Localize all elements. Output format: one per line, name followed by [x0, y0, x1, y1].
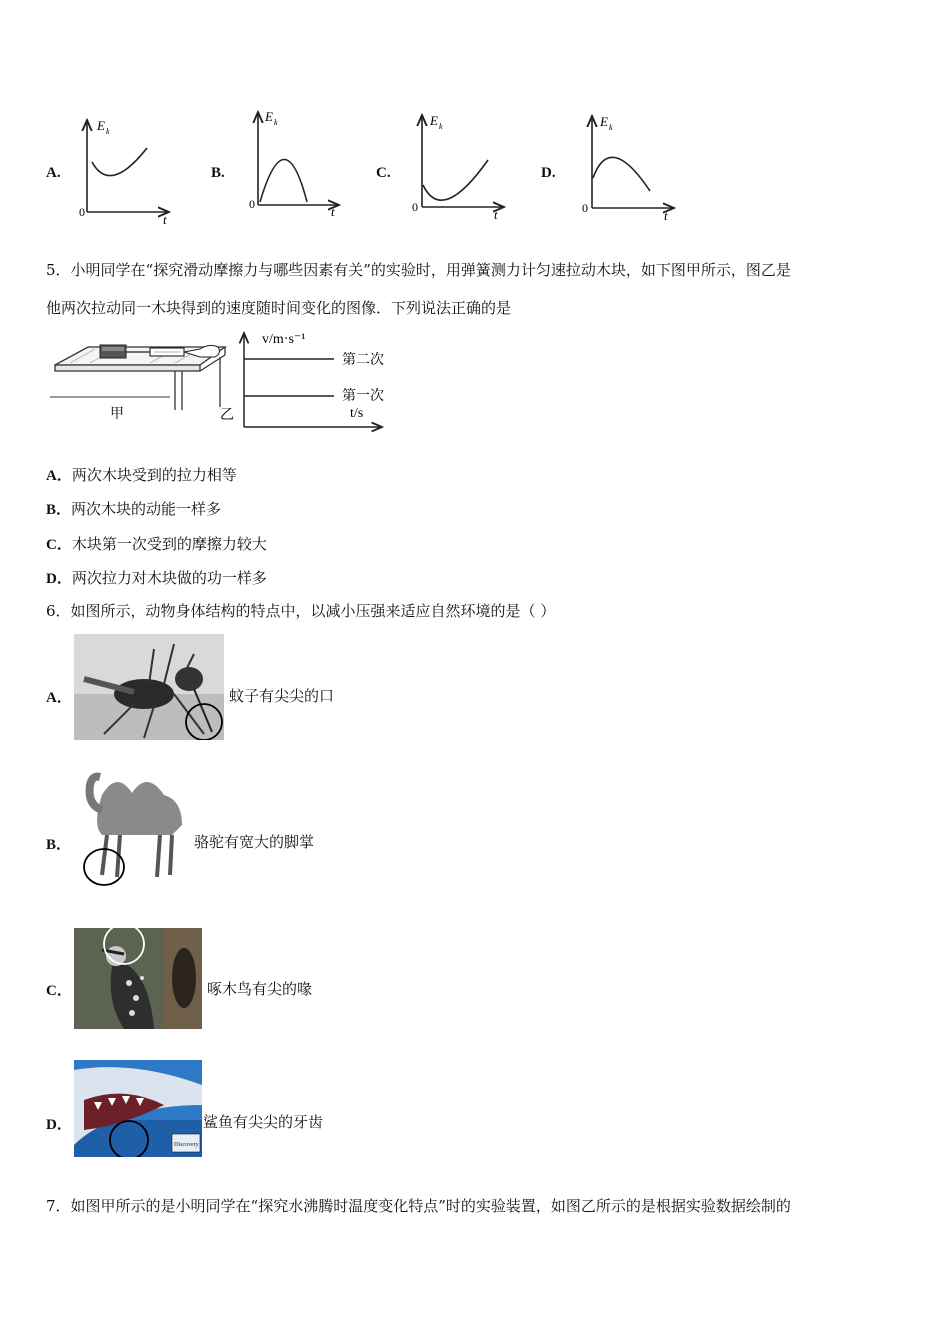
q5-graph-ylabel: v/m·s⁻¹: [262, 332, 306, 347]
q4-c-axis-y: E: [430, 113, 438, 128]
q5-stem-line1: 5．小明同学在“探究滑动摩擦力与哪些因素有关”的实验时，用弹簧测力计匀速拉动木块，如下图甲所示，图乙是: [46, 261, 791, 279]
q4-d-axis-x: t: [664, 208, 668, 223]
q5-stem-line2: 他两次拉动同一木块得到的速度随时间变化的图像．下列说法正确的是: [46, 299, 512, 317]
q6-option-b-label: B．: [46, 837, 72, 853]
q4-a-curve: [92, 148, 147, 176]
q4-c-axis-x: t: [494, 207, 498, 222]
q4-b-axis-y: E: [265, 109, 273, 124]
q4-c-axis-sub: k: [439, 122, 443, 131]
q5-graph-xlabel: t/s: [350, 406, 364, 421]
q5-figure-yi: [214, 327, 389, 432]
q6-option-c-text: 啄木鸟有尖的喙: [207, 980, 313, 998]
q6-camel-image: [72, 765, 190, 888]
q4-d-origin: 0: [582, 201, 588, 215]
q6-option-a-label: A．: [46, 690, 72, 706]
q4-c-origin: 0: [412, 200, 418, 214]
q6-woodpecker-image: [74, 928, 202, 1029]
q4-option-a-label: A.: [46, 165, 61, 181]
q5-option-a: A．两次木块受到的拉力相等: [46, 466, 237, 484]
q4-option-b-label: B.: [211, 165, 225, 181]
q6-option-c-label: C．: [46, 983, 72, 999]
q6-stem: 6．如图所示，动物身体结构的特点中，以减小压强来适应自然环境的是（ ）: [46, 602, 556, 620]
q5-fig-yi-label: 乙: [220, 408, 234, 423]
q4-a-axis-y: E: [97, 118, 105, 133]
q4-b-origin: 0: [249, 197, 255, 211]
q4-b-axis-sub: k: [274, 118, 278, 127]
q5-option-c: C．木块第一次受到的摩擦力较大: [46, 535, 267, 553]
q6-shark-logo: Discovery: [174, 1142, 199, 1148]
q4-d-axis-sub: k: [609, 123, 613, 132]
q4-d-curve: [593, 157, 650, 191]
q4-a-axis-x: t: [163, 212, 167, 225]
q4-graph-d: [580, 106, 680, 224]
q6-option-b-text: 骆驼有宽大的脚掌: [194, 833, 315, 851]
q5-option-d: D．两次拉力对木块做的功一样多: [46, 569, 267, 587]
q5-option-b: B．两次木块的动能一样多: [46, 500, 222, 518]
q5-line-first-label: 第一次: [342, 389, 384, 404]
q4-c-curve: [423, 160, 488, 200]
q4-graph-b: [245, 102, 345, 220]
q6-option-a-text: 蚊子有尖尖的口: [229, 687, 335, 705]
q4-a-axis-sub: k: [106, 127, 110, 136]
q7-stem: 7．如图甲所示的是小明同学在“探究水沸腾时温度变化特点”时的实验装置，如图乙所示的是根据实验数据绘制的: [46, 1197, 791, 1215]
q4-a-origin: 0: [79, 205, 85, 219]
q4-option-d-label: D.: [541, 165, 556, 181]
q4-graph-c: [410, 105, 510, 223]
q6-option-d-label: D．: [46, 1117, 72, 1133]
q6-option-d-text: 鲨鱼有尖尖的牙齿: [203, 1113, 324, 1131]
q5-line-second-label: 第二次: [342, 353, 384, 368]
q5-fig-jia-label: 甲: [110, 407, 124, 422]
q6-shark-image: [74, 1060, 202, 1157]
q4-graph-a: [75, 110, 175, 225]
q4-option-c-label: C.: [376, 165, 391, 181]
q5-figure-jia: [50, 335, 235, 425]
q4-b-axis-x: t: [331, 204, 335, 219]
q4-b-curve: [260, 160, 307, 203]
q4-d-axis-y: E: [600, 114, 608, 129]
q6-mosquito-image: [74, 634, 224, 740]
